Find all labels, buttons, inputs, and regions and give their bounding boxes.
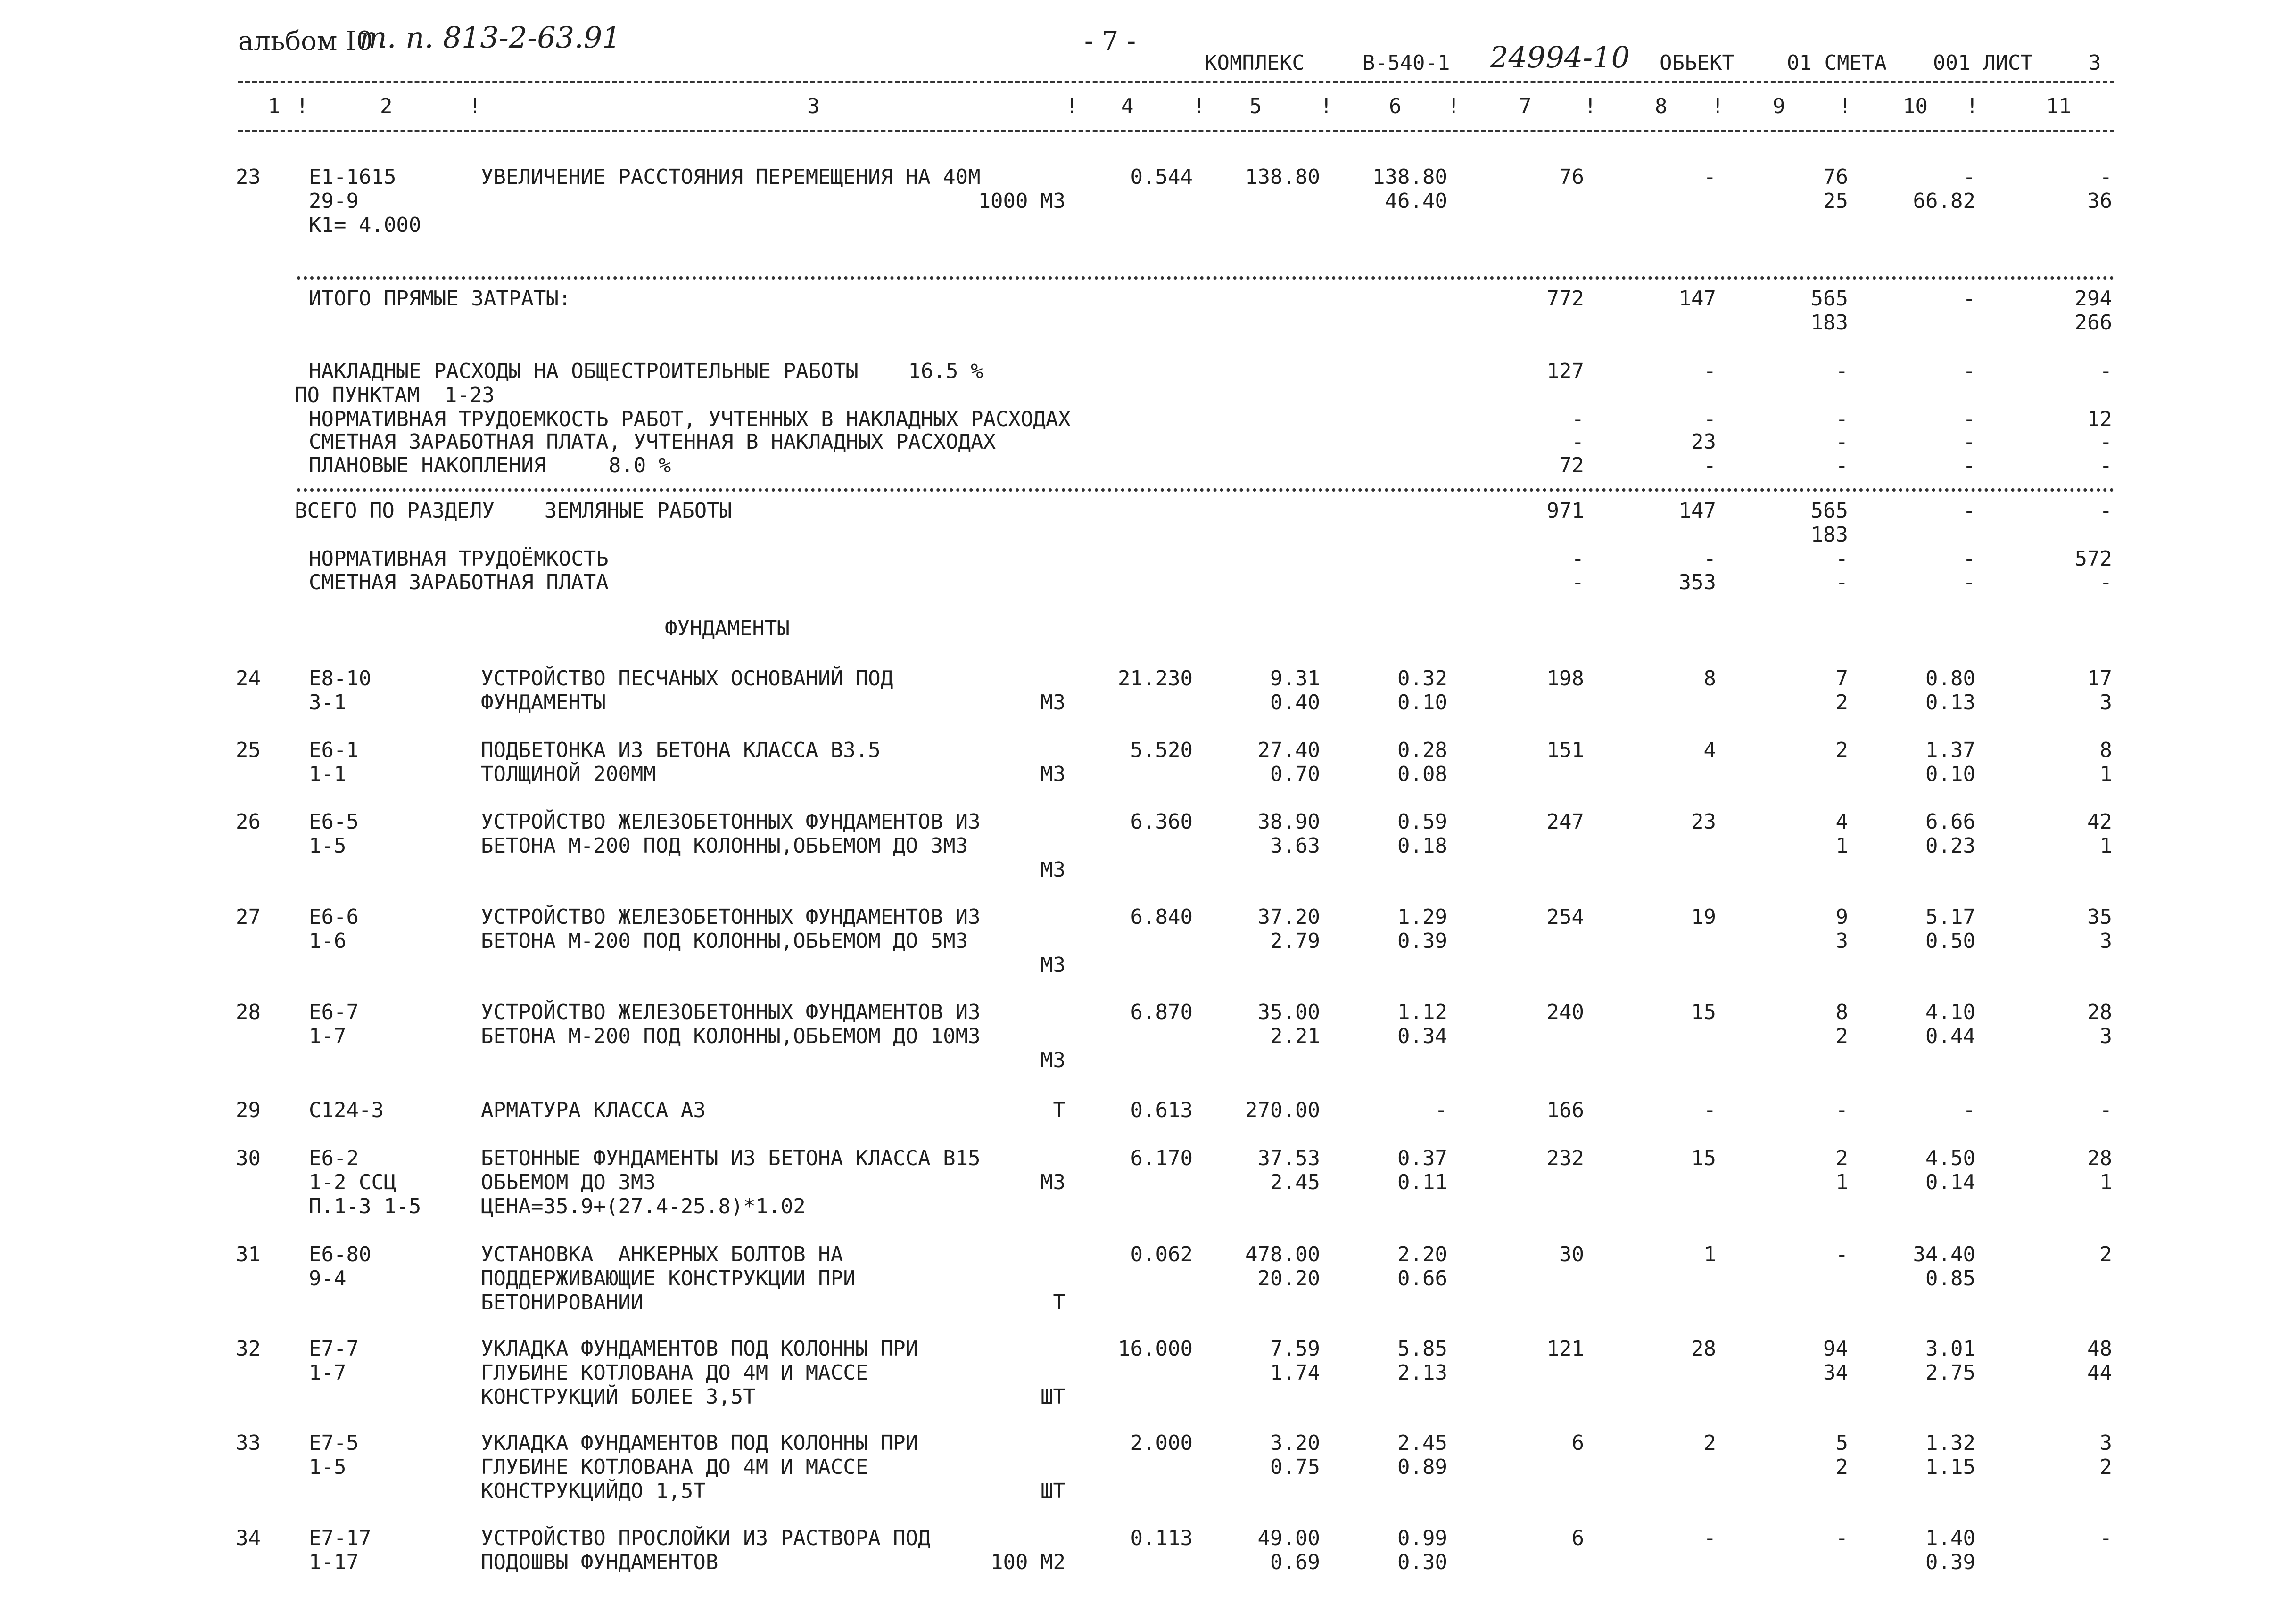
summary-labor-total: -	[2099, 430, 2112, 454]
item-unit-price: 7.59 1.74	[1270, 1337, 1320, 1385]
item-labor-total: - 36	[2087, 165, 2112, 213]
column-number: 9	[1773, 94, 1785, 118]
item-machinery: 5 2	[1835, 1431, 1848, 1479]
item-labor-total: 3 2	[2099, 1431, 2112, 1479]
summary-cost: 772	[1546, 287, 1584, 311]
estimate-sheet-label: 001 ЛИСТ	[1933, 51, 2033, 75]
item-labor-total: -	[2099, 1526, 2112, 1550]
item-code: Е6-5 1-5	[309, 810, 359, 858]
summary-labor-rate: -	[1963, 430, 1975, 454]
item-wage: 19	[1691, 905, 1716, 929]
item-labor-total: 42 1	[2087, 810, 2112, 858]
item-unit: Т	[1053, 1291, 1065, 1315]
item-code: Е1-1615 29-9 К1= 4.000	[309, 165, 421, 237]
item-cost: 121	[1546, 1337, 1584, 1361]
item-number: 23	[236, 165, 261, 189]
item-quantity: 0.544	[1130, 165, 1193, 189]
item-cost: 254	[1546, 905, 1584, 929]
item-labor-rate: 3.01 2.75	[1925, 1337, 1975, 1385]
item-quantity: 2.000	[1130, 1431, 1193, 1455]
summary-label: ВСЕГО ПО РАЗДЕЛУ ЗЕМЛЯНЫЕ РАБОТЫ	[295, 499, 732, 523]
item-labor-total: 28 1	[2087, 1146, 2112, 1194]
item-labor-rate: 6.66 0.23	[1925, 810, 1975, 858]
item-labor-rate: 1.40 0.39	[1925, 1526, 1975, 1574]
item-unit-price: 138.80	[1245, 165, 1320, 189]
summary-cost: 971	[1546, 499, 1584, 523]
item-wage: 15	[1691, 1146, 1716, 1170]
item-unit: 100 М2	[991, 1550, 1065, 1574]
object-estimate: 01 СМЕТА	[1787, 51, 1887, 75]
album-label: альбом I0	[238, 26, 373, 57]
item-machinery: 4 1	[1835, 810, 1848, 858]
item-number: 24	[236, 666, 261, 691]
item-unit: ШТ	[1041, 1385, 1065, 1409]
item-quantity: 21.230	[1118, 666, 1193, 691]
item-total-price: 2.45 0.89	[1397, 1431, 1447, 1479]
column-number: 6	[1389, 94, 1402, 118]
header-rule	[238, 81, 2114, 83]
item-cost: 166	[1546, 1098, 1584, 1122]
item-wage: 4	[1703, 738, 1716, 762]
item-description: УСТРОЙСТВО ПРОСЛОЙКИ ИЗ РАСТВОРА ПОД ПОДОШВЫ ФУНДАМЕНТОВ	[481, 1526, 931, 1574]
item-code: Е6-2 1-2 ССЦ П.1-3 1-5	[309, 1146, 421, 1218]
summary-labor-rate: -	[1963, 547, 1975, 571]
item-description: УВЕЛИЧЕНИЕ РАССТОЯНИЯ ПЕРЕМЕЩЕНИЯ НА 40М	[481, 165, 981, 189]
item-labor-total: 2	[2099, 1242, 2112, 1266]
summary-machinery: 565 183	[1810, 499, 1848, 547]
item-total-price: 0.28 0.08	[1397, 738, 1447, 786]
item-machinery: 2	[1835, 738, 1848, 762]
summary-labor-rate: -	[1963, 359, 1975, 383]
item-labor-total: 35 3	[2087, 905, 2112, 953]
item-number: 34	[236, 1526, 261, 1550]
item-unit: Т	[1053, 1098, 1065, 1122]
summary-machinery: -	[1835, 359, 1848, 383]
summary-cost: 127	[1546, 359, 1584, 383]
column-number: 4	[1121, 94, 1134, 118]
summary-machinery: -	[1835, 547, 1848, 571]
summary-machinery: 565 183	[1810, 287, 1848, 335]
summary-wage: -	[1703, 407, 1716, 431]
item-number: 28	[236, 1000, 261, 1024]
summary-label: СМЕТНАЯ ЗАРАБОТНАЯ ПЛАТА, УЧТЕННАЯ В НАКЛАДНЫХ РАСХОДАХ	[309, 430, 996, 454]
summary-wage: 23	[1691, 430, 1716, 454]
item-description: УКЛАДКА ФУНДАМЕНТОВ ПОД КОЛОННЫ ПРИ ГЛУБИНЕ КОТЛОВАНА ДО 4М И МАССЕ КОНСТРУКЦИЙ БОЛЕЕ 3,5Т	[481, 1337, 918, 1409]
item-code: Е7-17 1-17	[309, 1526, 372, 1574]
summary-wage: 147	[1678, 287, 1716, 311]
item-description: УСТРОЙСТВО ЖЕЛЕЗОБЕТОННЫХ ФУНДАМЕНТОВ ИЗ БЕТОНА М-200 ПОД КОЛОННЫ,ОБЬЕМОМ ДО 5М3	[481, 905, 981, 953]
item-cost: 240	[1546, 1000, 1584, 1024]
item-unit-price: 478.00 20.20	[1245, 1242, 1320, 1291]
summary-labor-total: -	[2099, 453, 2112, 477]
item-quantity: 6.870	[1130, 1000, 1193, 1024]
item-machinery: -	[1835, 1098, 1848, 1122]
item-description: УСТРОЙСТВО ЖЕЛЕЗОБЕТОННЫХ ФУНДАМЕНТОВ ИЗ БЕТОНА М-200 ПОД КОЛОННЫ,ОБЬЕМОМ ДО 10М3	[481, 1000, 981, 1048]
item-cost: 6	[1571, 1431, 1584, 1455]
item-quantity: 0.613	[1130, 1098, 1193, 1122]
summary-labor-total: 12	[2087, 407, 2112, 431]
summary-wage: 147	[1678, 499, 1716, 523]
item-total-price: 1.29 0.39	[1397, 905, 1447, 953]
item-labor-rate: 4.10 0.44	[1925, 1000, 1975, 1048]
column-header-rule	[238, 130, 2114, 132]
column-number: 10	[1903, 94, 1928, 118]
item-wage: -	[1703, 1526, 1716, 1550]
page-number: - 7 -	[1084, 26, 1136, 57]
item-labor-rate: -	[1963, 1098, 1975, 1122]
item-cost: 198	[1546, 666, 1584, 691]
item-unit-price: 35.00 2.21	[1257, 1000, 1320, 1048]
item-cost: 151	[1546, 738, 1584, 762]
item-unit: М3	[1041, 1170, 1065, 1194]
item-cost: 6	[1571, 1526, 1584, 1550]
item-total-price: 0.59 0.18	[1397, 810, 1447, 858]
summary-labor-total: -	[2099, 359, 2112, 383]
item-cost: 232	[1546, 1146, 1584, 1170]
summary-cost: -	[1571, 430, 1584, 454]
item-unit: ШТ	[1041, 1479, 1065, 1503]
item-cost: 247	[1546, 810, 1584, 834]
item-labor-rate: 4.50 0.14	[1925, 1146, 1975, 1194]
summary-labor-rate: -	[1963, 407, 1975, 431]
item-labor-rate: 5.17 0.50	[1925, 905, 1975, 953]
item-wage: 8	[1703, 666, 1716, 691]
item-unit: М3	[1041, 858, 1065, 882]
summary-machinery: -	[1835, 430, 1848, 454]
summary-machinery: -	[1835, 453, 1848, 477]
item-number: 30	[236, 1146, 261, 1170]
item-number: 26	[236, 810, 261, 834]
item-description: БЕТОННЫЕ ФУНДАМЕНТЫ ИЗ БЕТОНА КЛАССА В15 ОБЬЕМОМ ДО 3М3 ЦЕНА=35.9+(27.4-25.8)*1.02	[481, 1146, 981, 1218]
summary-label: НАКЛАДНЫЕ РАСХОДЫ НА ОБЩЕСТРОИТЕЛЬНЫЕ РАБОТЫ 16.5 %	[309, 359, 983, 383]
item-unit: М3	[1041, 1048, 1065, 1072]
item-labor-rate: 1.32 1.15	[1925, 1431, 1975, 1479]
item-number: 31	[236, 1242, 261, 1266]
item-total-price: -	[1435, 1098, 1447, 1122]
summary-cost: -	[1571, 407, 1584, 431]
item-labor-total: 48 44	[2087, 1337, 2112, 1385]
summary-labor-rate: -	[1963, 453, 1975, 477]
item-labor-total: 28 3	[2087, 1000, 2112, 1048]
item-unit: 1000 М3	[978, 189, 1065, 213]
summary-cost: 72	[1559, 453, 1584, 477]
summary-cost: -	[1571, 547, 1584, 571]
subtotal-separator	[297, 276, 2114, 280]
item-number: 27	[236, 905, 261, 929]
item-unit-price: 3.20 0.75	[1270, 1431, 1320, 1479]
item-number: 25	[236, 738, 261, 762]
item-wage: 28	[1691, 1337, 1716, 1361]
item-unit: М3	[1041, 691, 1065, 715]
column-number: 8	[1655, 94, 1668, 118]
item-labor-rate: 34.40 0.85	[1913, 1242, 1975, 1291]
summary-wage: -	[1703, 453, 1716, 477]
item-cost: 30	[1559, 1242, 1584, 1266]
item-labor-total: -	[2099, 1098, 2112, 1122]
item-description: УСТРОЙСТВО ЖЕЛЕЗОБЕТОННЫХ ФУНДАМЕНТОВ ИЗ БЕТОНА М-200 ПОД КОЛОННЫ,ОБЬЕМОМ ДО 3М3	[481, 810, 981, 858]
summary-machinery: -	[1835, 570, 1848, 594]
item-machinery: 9 3	[1835, 905, 1848, 953]
item-labor-total: 8 1	[2099, 738, 2112, 786]
item-total-price: 1.12 0.34	[1397, 1000, 1447, 1048]
item-description: АРМАТУРА КЛАССА А3	[481, 1098, 706, 1122]
item-description: ПОДБЕТОНКА ИЗ БЕТОНА КЛАССА В3.5 ТОЛЩИНОЙ 200ММ	[481, 738, 881, 786]
project-number-handwritten: т. п. 813-2-63.91	[359, 20, 621, 55]
item-machinery: 7 2	[1835, 666, 1848, 715]
summary-wage: -	[1703, 359, 1716, 383]
item-quantity: 16.000	[1118, 1337, 1193, 1361]
item-quantity: 6.840	[1130, 905, 1193, 929]
item-unit: М3	[1041, 762, 1065, 786]
column-number: 5	[1249, 94, 1262, 118]
column-separators: ! ! ! ! ! ! ! ! ! !	[296, 94, 1979, 118]
summary-labor-rate: -	[1963, 570, 1975, 594]
summary-labor-total: 294 266	[2074, 287, 2112, 335]
item-labor-rate: 1.37 0.10	[1925, 738, 1975, 786]
item-total-price: 0.37 0.11	[1397, 1146, 1447, 1194]
item-description: УСТРОЙСТВО ПЕСЧАНЫХ ОСНОВАНИЙ ПОД ФУНДАМЕНТЫ	[481, 666, 893, 715]
item-number: 29	[236, 1098, 261, 1122]
item-machinery: 76 25	[1823, 165, 1848, 213]
section-total-separator	[297, 488, 2114, 492]
item-total-price: 138.80 46.40	[1372, 165, 1447, 213]
section-title: ФУНДАМЕНТЫ	[665, 617, 790, 641]
item-total-price: 0.32 0.10	[1397, 666, 1447, 715]
item-code: Е6-1 1-1	[309, 738, 359, 786]
summary-machinery: -	[1835, 407, 1848, 431]
item-total-price: 0.99 0.30	[1397, 1526, 1447, 1574]
item-unit: М3	[1041, 953, 1065, 977]
item-number: 33	[236, 1431, 261, 1455]
item-unit-price: 37.53 2.45	[1257, 1146, 1320, 1194]
item-labor-total: 17 3	[2087, 666, 2112, 715]
summary-label: СМЕТНАЯ ЗАРАБОТНАЯ ПЛАТА	[309, 570, 609, 594]
item-quantity: 0.113	[1130, 1526, 1193, 1550]
complex-label: КОМПЛЕКС	[1205, 51, 1305, 75]
item-labor-rate: 0.80 0.13	[1925, 666, 1975, 715]
item-wage: -	[1703, 165, 1716, 189]
item-code: Е6-80 9-4	[309, 1242, 372, 1291]
summary-labor-rate: -	[1963, 499, 1975, 523]
item-quantity: 5.520	[1130, 738, 1193, 762]
summary-labor-total: 572	[2074, 547, 2112, 571]
item-machinery: 8 2	[1835, 1000, 1848, 1048]
item-quantity: 6.360	[1130, 810, 1193, 834]
item-machinery: 94 34	[1823, 1337, 1848, 1385]
column-number: 7	[1519, 94, 1532, 118]
item-description: УКЛАДКА ФУНДАМЕНТОВ ПОД КОЛОННЫ ПРИ ГЛУБИНЕ КОТЛОВАНА ДО 4М И МАССЕ КОНСТРУКЦИЙДО 1,5Т	[481, 1431, 918, 1503]
item-wage: 23	[1691, 810, 1716, 834]
item-cost: 76	[1559, 165, 1584, 189]
summary-labor-total: -	[2099, 570, 2112, 594]
column-number: 1	[268, 94, 281, 118]
item-code: Е6-6 1-6	[309, 905, 359, 953]
column-number: 11	[2046, 94, 2071, 118]
summary-label: ИТОГО ПРЯМЫЕ ЗАТРАТЫ:	[309, 287, 571, 311]
sheet-number: 3	[2089, 51, 2101, 75]
complex-code: В-540-1	[1363, 51, 1450, 75]
summary-wage: -	[1703, 547, 1716, 571]
item-machinery: 2 1	[1835, 1146, 1848, 1194]
item-code: Е8-10 3-1	[309, 666, 372, 715]
summary-label: ПЛАНОВЫЕ НАКОПЛЕНИЯ 8.0 %	[309, 453, 671, 477]
item-unit-price: 27.40 0.70	[1257, 738, 1320, 786]
item-wage: -	[1703, 1098, 1716, 1122]
item-machinery: -	[1835, 1526, 1848, 1550]
item-wage: 15	[1691, 1000, 1716, 1024]
item-unit-price: 9.31 0.40	[1270, 666, 1320, 715]
item-wage: 2	[1703, 1431, 1716, 1455]
item-code: Е7-5 1-5	[309, 1431, 359, 1479]
item-description: УСТАНОВКА АНКЕРНЫХ БОЛТОВ НА ПОДДЕРЖИВАЮЩИЕ КОНСТРУКЦИИ ПРИ БЕТОНИРОВАНИИ	[481, 1242, 856, 1315]
item-code: Е7-7 1-7	[309, 1337, 359, 1385]
summary-label: НОРМАТИВНАЯ ТРУДОЁМКОСТЬ	[309, 547, 609, 571]
summary-labor-total: -	[2099, 499, 2112, 523]
column-number: 3	[807, 94, 820, 118]
item-total-price: 2.20 0.66	[1397, 1242, 1447, 1291]
item-unit-price: 37.20 2.79	[1257, 905, 1320, 953]
summary-label: НОРМАТИВНАЯ ТРУДОЕМКОСТЬ РАБОТ, УЧТЕННЫХ В НАКЛАДНЫХ РАСХОДАХ	[309, 407, 1071, 431]
item-quantity: 0.062	[1130, 1242, 1193, 1266]
summary-cost: -	[1571, 570, 1584, 594]
item-quantity: 6.170	[1130, 1146, 1193, 1170]
item-code: Е6-7 1-7	[309, 1000, 359, 1048]
item-total-price: 5.85 2.13	[1397, 1337, 1447, 1385]
complex-code-handwritten: 24994-10	[1490, 40, 1630, 74]
item-number: 32	[236, 1337, 261, 1361]
item-unit-price: 38.90 3.63	[1257, 810, 1320, 858]
summary-labor-rate: -	[1963, 287, 1975, 311]
summary-wage: 353	[1678, 570, 1716, 594]
column-number: 2	[380, 94, 393, 118]
summary-label-points: ПО ПУНКТАМ 1-23	[295, 383, 495, 407]
object-label: ОБЬЕКТ	[1660, 51, 1734, 75]
item-labor-rate: - 66.82	[1913, 165, 1975, 213]
item-wage: 1	[1703, 1242, 1716, 1266]
item-unit-price: 270.00	[1245, 1098, 1320, 1122]
item-machinery: -	[1835, 1242, 1848, 1266]
item-unit-price: 49.00 0.69	[1257, 1526, 1320, 1574]
item-code: С124-3	[309, 1098, 384, 1122]
